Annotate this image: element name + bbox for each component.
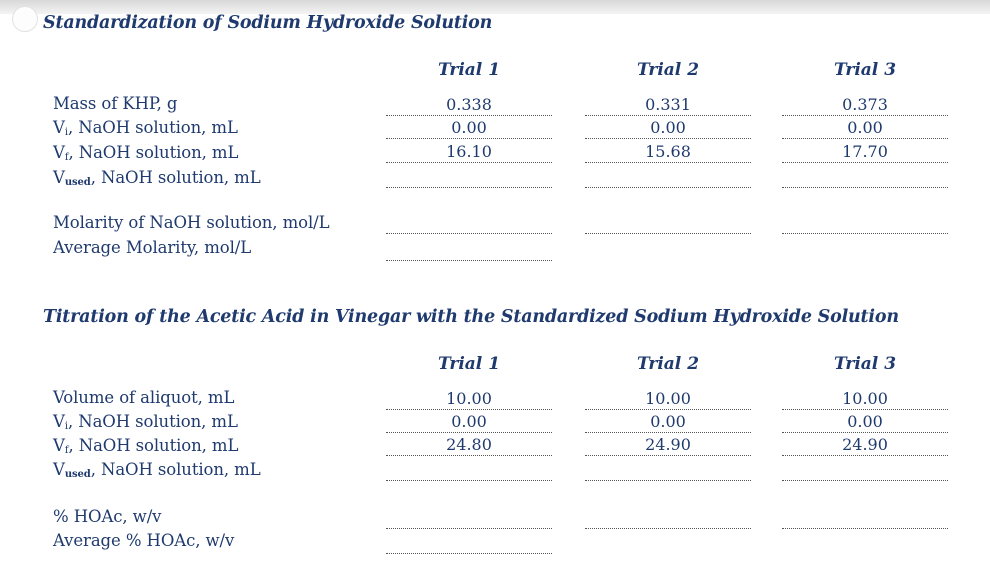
s2-percent-trial-3[interactable]: [782, 508, 948, 529]
s2-vi-trial-2[interactable]: 0.00: [585, 412, 751, 433]
s1-label-mass-khp: Mass of KHP, g: [53, 94, 178, 113]
s1-vused-trial-3[interactable]: [782, 167, 948, 188]
s2-label-percent-hoac: % HOAc, w/v: [53, 507, 162, 526]
s1-vf-trial-2[interactable]: 15.68: [585, 142, 751, 163]
s1-vf-trial-1[interactable]: 16.10: [386, 142, 552, 163]
s1-header-trial-2: Trial 2: [636, 60, 700, 80]
s1-vi-trial-1[interactable]: 0.00: [386, 118, 552, 139]
s1-mass-trial-1[interactable]: 0.338: [386, 95, 552, 116]
s2-header-trial-2: Trial 2: [636, 354, 700, 374]
s2-vi-trial-1[interactable]: 0.00: [386, 412, 552, 433]
s2-label-average-percent-hoac: Average % HOAc, w/v: [53, 531, 235, 550]
s2-vused-trial-3[interactable]: [782, 460, 948, 481]
s1-average-molarity-value[interactable]: [386, 240, 552, 261]
page-corner-icon: [12, 6, 38, 32]
s1-molarity-trial-3[interactable]: [782, 213, 948, 234]
s2-percent-trial-1[interactable]: [386, 508, 552, 529]
s1-vf-trial-3[interactable]: 17.70: [782, 142, 948, 163]
s1-label-average-molarity: Average Molarity, mol/L: [53, 238, 252, 257]
s2-vf-trial-2[interactable]: 24.90: [585, 435, 751, 456]
section1-title: Standardization of Sodium Hydroxide Solution: [43, 13, 493, 33]
s1-label-molarity: Molarity of NaOH solution, mol/L: [53, 213, 330, 232]
window-top-bar: [0, 0, 990, 14]
s2-label-vi: $V_i$, NaOH solution, mL: [53, 412, 238, 432]
s2-vf-trial-1[interactable]: 24.80: [386, 435, 552, 456]
s2-vused-trial-2[interactable]: [585, 460, 751, 481]
s2-vi-trial-3[interactable]: 0.00: [782, 412, 948, 433]
s2-percent-trial-2[interactable]: [585, 508, 751, 529]
s1-mass-trial-3[interactable]: 0.373: [782, 95, 948, 116]
s2-header-trial-1: Trial 1: [437, 354, 501, 374]
s2-aliquot-trial-2[interactable]: 10.00: [585, 389, 751, 410]
s1-vi-trial-2[interactable]: 0.00: [585, 118, 751, 139]
s2-vused-trial-1[interactable]: [386, 460, 552, 481]
s1-label-vused: $V_{used}$, NaOH solution, mL: [53, 168, 261, 188]
s2-aliquot-trial-3[interactable]: 10.00: [782, 389, 948, 410]
s2-vf-trial-3[interactable]: 24.90: [782, 435, 948, 456]
s1-molarity-trial-2[interactable]: [585, 213, 751, 234]
s1-label-vf: $V_f$, NaOH solution, mL: [53, 143, 239, 163]
s2-label-aliquot: Volume of aliquot, mL: [53, 388, 235, 407]
s1-label-vi: $V_i$, NaOH solution, mL: [53, 118, 238, 138]
s2-average-percent-value[interactable]: [386, 533, 552, 554]
s2-label-vused: $V_{used}$, NaOH solution, mL: [53, 460, 261, 480]
s2-aliquot-trial-1[interactable]: 10.00: [386, 389, 552, 410]
section2-title: Titration of the Acetic Acid in Vinegar with the Standardized Sodium Hydroxide Solution: [43, 307, 899, 327]
s1-vused-trial-2[interactable]: [585, 167, 751, 188]
s1-header-trial-3: Trial 3: [833, 60, 897, 80]
s2-header-trial-3: Trial 3: [833, 354, 897, 374]
s1-vi-trial-3[interactable]: 0.00: [782, 118, 948, 139]
s1-header-trial-1: Trial 1: [437, 60, 501, 80]
s1-mass-trial-2[interactable]: 0.331: [585, 95, 751, 116]
s1-molarity-trial-1[interactable]: [386, 213, 552, 234]
s1-vused-trial-1[interactable]: [386, 167, 552, 188]
s2-label-vf: $V_f$, NaOH solution, mL: [53, 436, 239, 456]
